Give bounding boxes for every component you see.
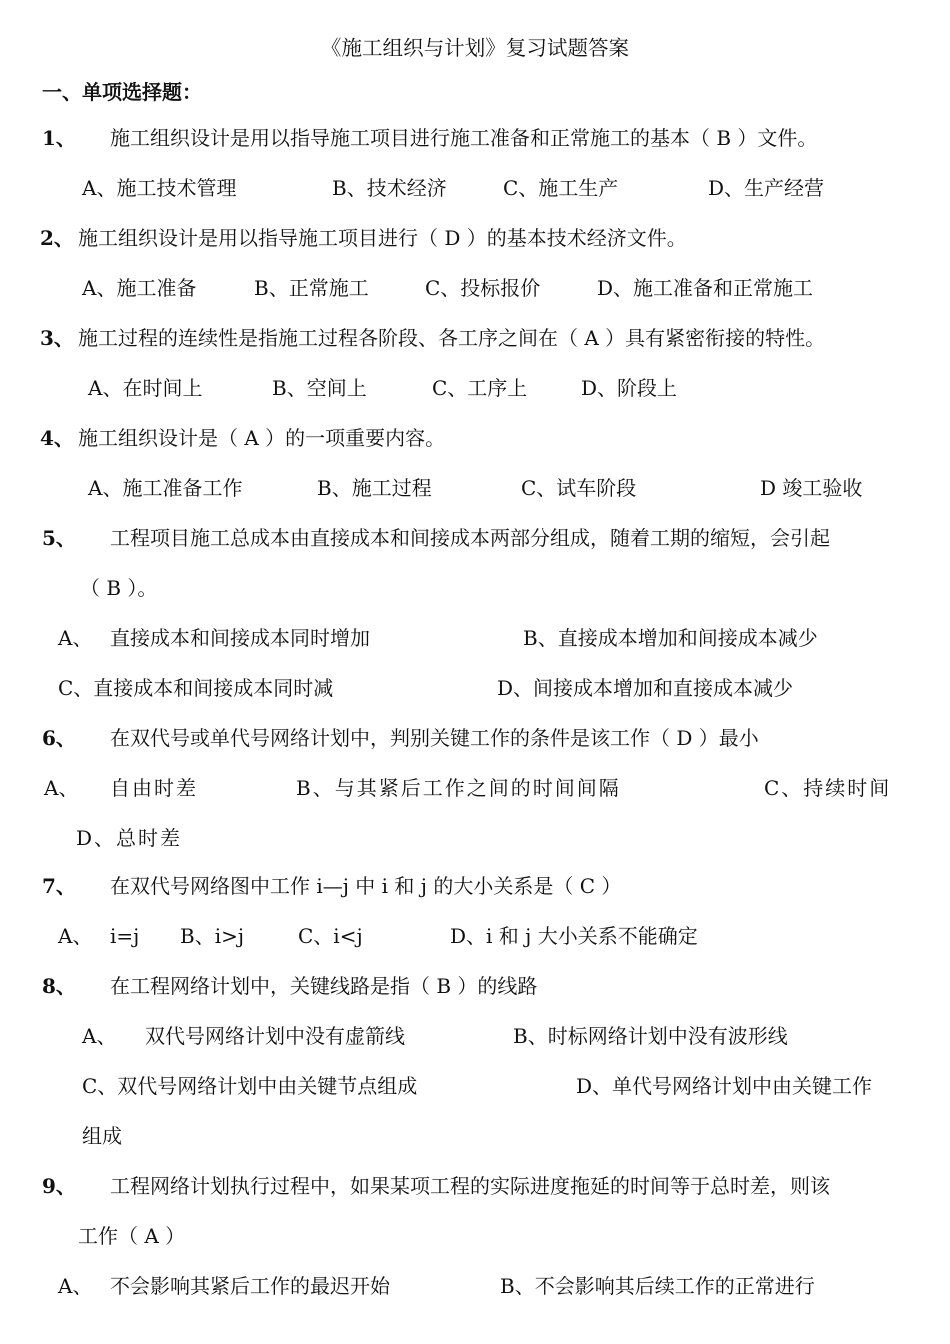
question-9-option-a-label: A、 bbox=[58, 1274, 93, 1298]
question-6-option-c: C、持续时间 bbox=[764, 776, 892, 800]
question-4-option-c: C、试车阶段 bbox=[521, 476, 637, 500]
question-5-option-d: D、间接成本增加和直接成本减少 bbox=[497, 676, 794, 700]
question-3-option-a: A、在时间上 bbox=[88, 376, 203, 400]
question-5-option-a-label: A、 bbox=[58, 626, 93, 650]
question-9-text-continued: 工作（ A ） bbox=[78, 1224, 186, 1248]
question-7-option-a-label: A、 bbox=[58, 924, 93, 948]
question-1-text: 施工组织设计是用以指导施工项目进行施工准备和正常施工的基本（ B ）文件。 bbox=[110, 126, 818, 150]
question-4-option-b: B、施工过程 bbox=[317, 476, 432, 500]
question-2-option-c: C、投标报价 bbox=[425, 276, 541, 300]
question-6-option-b: B、与其紧后工作之间的时间间隔 bbox=[296, 776, 621, 800]
question-7-option-c: C、i<j bbox=[298, 924, 363, 948]
question-6-text: 在双代号或单代号网络计划中，判别关键工作的条件是该工作（ D ）最小 bbox=[110, 726, 759, 750]
question-7-number: 7、 bbox=[42, 874, 76, 898]
question-8-option-a-label: A、 bbox=[82, 1024, 117, 1048]
question-5-option-a: 直接成本和间接成本同时增加 bbox=[110, 626, 370, 650]
question-8-option-b: B、时标网络计划中没有波形线 bbox=[513, 1024, 788, 1048]
question-5-text: 工程项目施工总成本由直接成本和间接成本两部分组成，随着工期的缩短，会引起 bbox=[110, 526, 830, 550]
question-1-option-a: A、施工技术管理 bbox=[82, 176, 237, 200]
question-2-option-a: A、施工准备 bbox=[82, 276, 197, 300]
question-2-option-d: D、施工准备和正常施工 bbox=[597, 276, 814, 300]
question-1-number: 1、 bbox=[42, 126, 76, 150]
question-9-option-a: 不会影响其紧后工作的最迟开始 bbox=[110, 1274, 390, 1298]
question-5-option-b: B、直接成本增加和间接成本减少 bbox=[523, 626, 818, 650]
question-6-option-a: 自由时差 bbox=[110, 776, 198, 800]
question-7-text: 在双代号网络图中工作 i—j 中 i 和 j 的大小关系是（ C ） bbox=[110, 874, 622, 898]
question-1-option-d: D、生产经营 bbox=[708, 176, 825, 200]
question-8-option-d: D、单代号网络计划中由关键工作 bbox=[576, 1074, 873, 1098]
question-6-option-d: D、总时差 bbox=[76, 826, 183, 850]
question-2-option-b: B、正常施工 bbox=[254, 276, 369, 300]
question-9-option-b: B、不会影响其后续工作的正常进行 bbox=[500, 1274, 815, 1298]
question-1-option-b: B、技术经济 bbox=[332, 176, 447, 200]
question-3-option-b: B、空间上 bbox=[272, 376, 367, 400]
question-5-option-c: C、直接成本和间接成本同时减 bbox=[58, 676, 334, 700]
question-1-option-c: C、施工生产 bbox=[503, 176, 619, 200]
question-7-option-a: i=j bbox=[110, 924, 140, 948]
document-title: 《施工组织与计划》复习试题答案 bbox=[320, 36, 630, 60]
section-heading: 一、单项选择题： bbox=[42, 80, 202, 104]
question-4-option-a: A、施工准备工作 bbox=[88, 476, 243, 500]
question-8-option-a: 双代号网络计划中没有虚箭线 bbox=[145, 1024, 405, 1048]
question-4-option-d: D 竣工验收 bbox=[760, 476, 863, 500]
question-3-number: 3、 bbox=[40, 326, 74, 350]
question-8-number: 8、 bbox=[42, 974, 76, 998]
question-8-text: 在工程网络计划中，关键线路是指（ B ）的线路 bbox=[110, 974, 538, 998]
question-7-option-d: D、i 和 j 大小关系不能确定 bbox=[450, 924, 698, 948]
question-9-text: 工程网络计划执行过程中，如果某项工程的实际进度拖延的时间等于总时差，则该 bbox=[110, 1174, 830, 1198]
question-4-text: 施工组织设计是（ A ）的一项重要内容。 bbox=[78, 426, 446, 450]
question-5-number: 5、 bbox=[42, 526, 76, 550]
question-8-option-d-continued: 组成 bbox=[82, 1124, 122, 1148]
question-7-option-b: B、i>j bbox=[180, 924, 245, 948]
question-4-number: 4、 bbox=[40, 426, 74, 450]
question-3-text: 施工过程的连续性是指施工过程各阶段、各工序之间在（ A ）具有紧密衔接的特性。 bbox=[78, 326, 826, 350]
question-5-text-continued: （ B ）。 bbox=[80, 576, 158, 600]
question-6-number: 6、 bbox=[42, 726, 76, 750]
question-2-number: 2、 bbox=[40, 226, 74, 250]
question-2-text: 施工组织设计是用以指导施工项目进行（ D ）的基本技术经济文件。 bbox=[78, 226, 687, 250]
question-9-number: 9、 bbox=[42, 1174, 76, 1198]
question-3-option-d: D、阶段上 bbox=[581, 376, 678, 400]
question-3-option-c: C、工序上 bbox=[432, 376, 528, 400]
question-8-option-c: C、双代号网络计划中由关键节点组成 bbox=[82, 1074, 418, 1098]
question-6-option-a-label: A、 bbox=[44, 776, 79, 800]
